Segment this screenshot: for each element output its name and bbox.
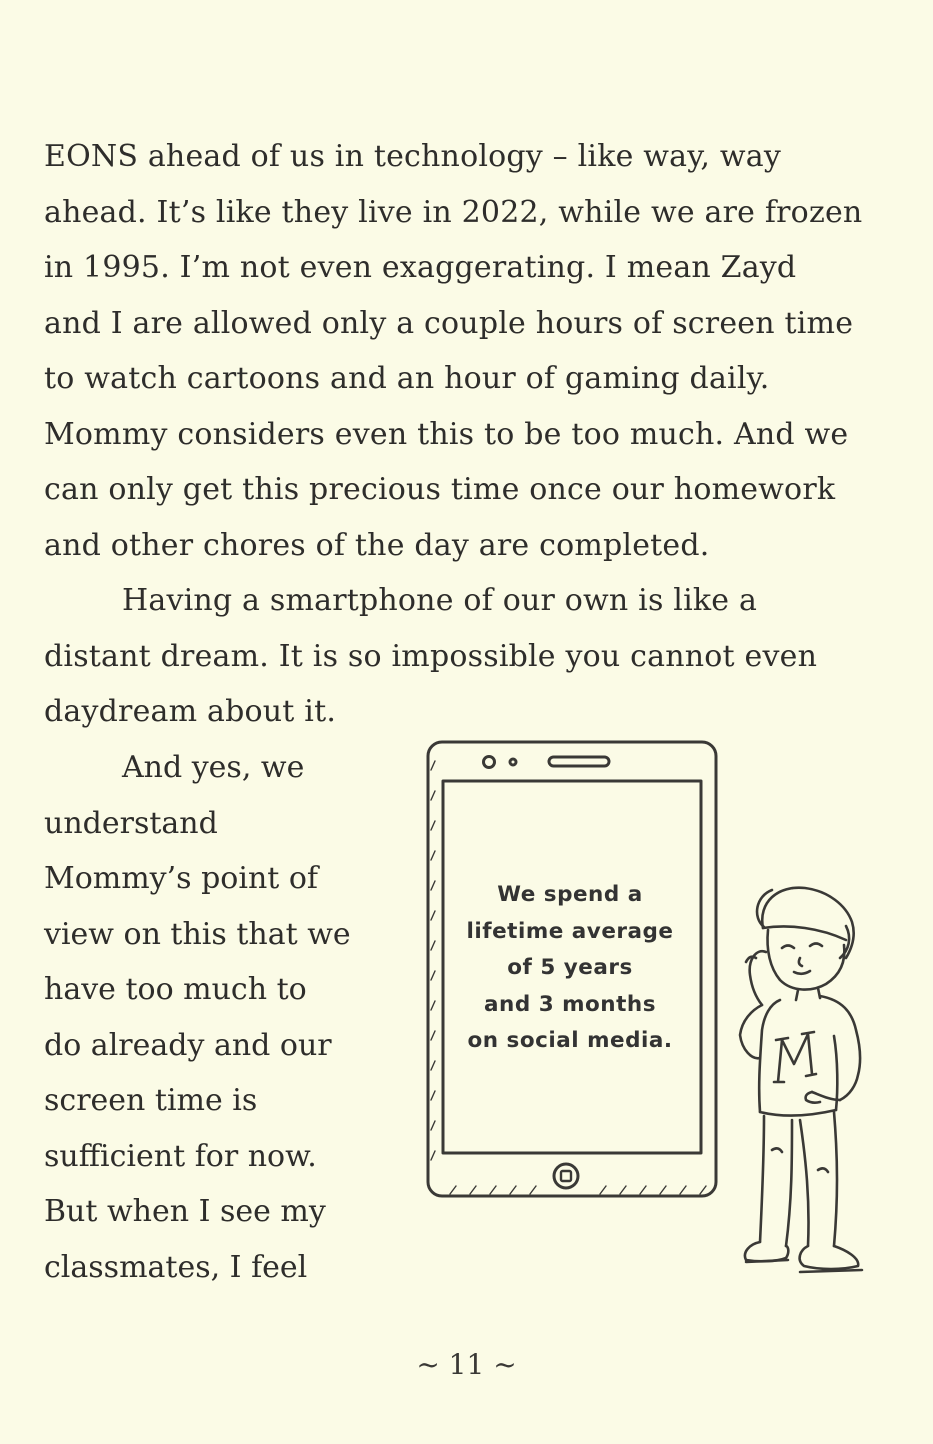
text-line: to watch cartoons and an hour of gaming daily. — [44, 361, 770, 396]
text-line: daydream about it. — [44, 694, 337, 729]
fact-line: lifetime average — [466, 918, 674, 944]
text-line: understand — [44, 805, 218, 841]
text-line: And yes, we — [122, 750, 305, 785]
text-line: Mommy considers even this to be too much. And we — [44, 416, 849, 452]
text-line: classmates, I feel — [44, 1249, 308, 1285]
fact-line: and 3 months — [484, 991, 656, 1017]
fact-line: of 5 years — [507, 955, 633, 980]
page-number: ~ 11 ~ — [416, 1348, 517, 1381]
paragraph-1 — [44, 129, 874, 573]
text-line: screen time is — [44, 1083, 258, 1118]
text-line: have too much to — [44, 972, 307, 1007]
text-line: Having a smartphone of our own is like a — [122, 583, 758, 618]
phone-fact-text — [442, 877, 698, 1060]
paragraph-2 — [44, 573, 874, 740]
fact-line: We spend a — [497, 882, 643, 907]
text-line: But when I see my — [44, 1194, 326, 1229]
text-line: and I are allowed only a couple hours of screen time — [44, 305, 854, 341]
text-line: distant dream. It is so impossible you cannot even — [44, 638, 818, 674]
text-line: can only get this precious time once our homework — [44, 472, 836, 507]
text-line: Mommy’s point of — [44, 861, 319, 896]
text-line: EONS ahead of us in technology – like way, way — [44, 139, 781, 174]
text-line: view on this that we — [44, 916, 351, 952]
text-line: sufficient for now. — [44, 1138, 317, 1174]
text-line: ahead. It’s like they live in 2022, while we are frozen — [44, 194, 863, 230]
text-line: and other chores of the day are completed. — [44, 527, 710, 563]
text-line: do already and our — [44, 1027, 332, 1063]
boy-illustration — [740, 888, 862, 1272]
fact-line: on social media. — [467, 1028, 673, 1053]
paragraph-3 — [44, 740, 384, 1295]
text-line: in 1995. I’m not even exaggerating. I mean Zayd — [44, 250, 797, 285]
